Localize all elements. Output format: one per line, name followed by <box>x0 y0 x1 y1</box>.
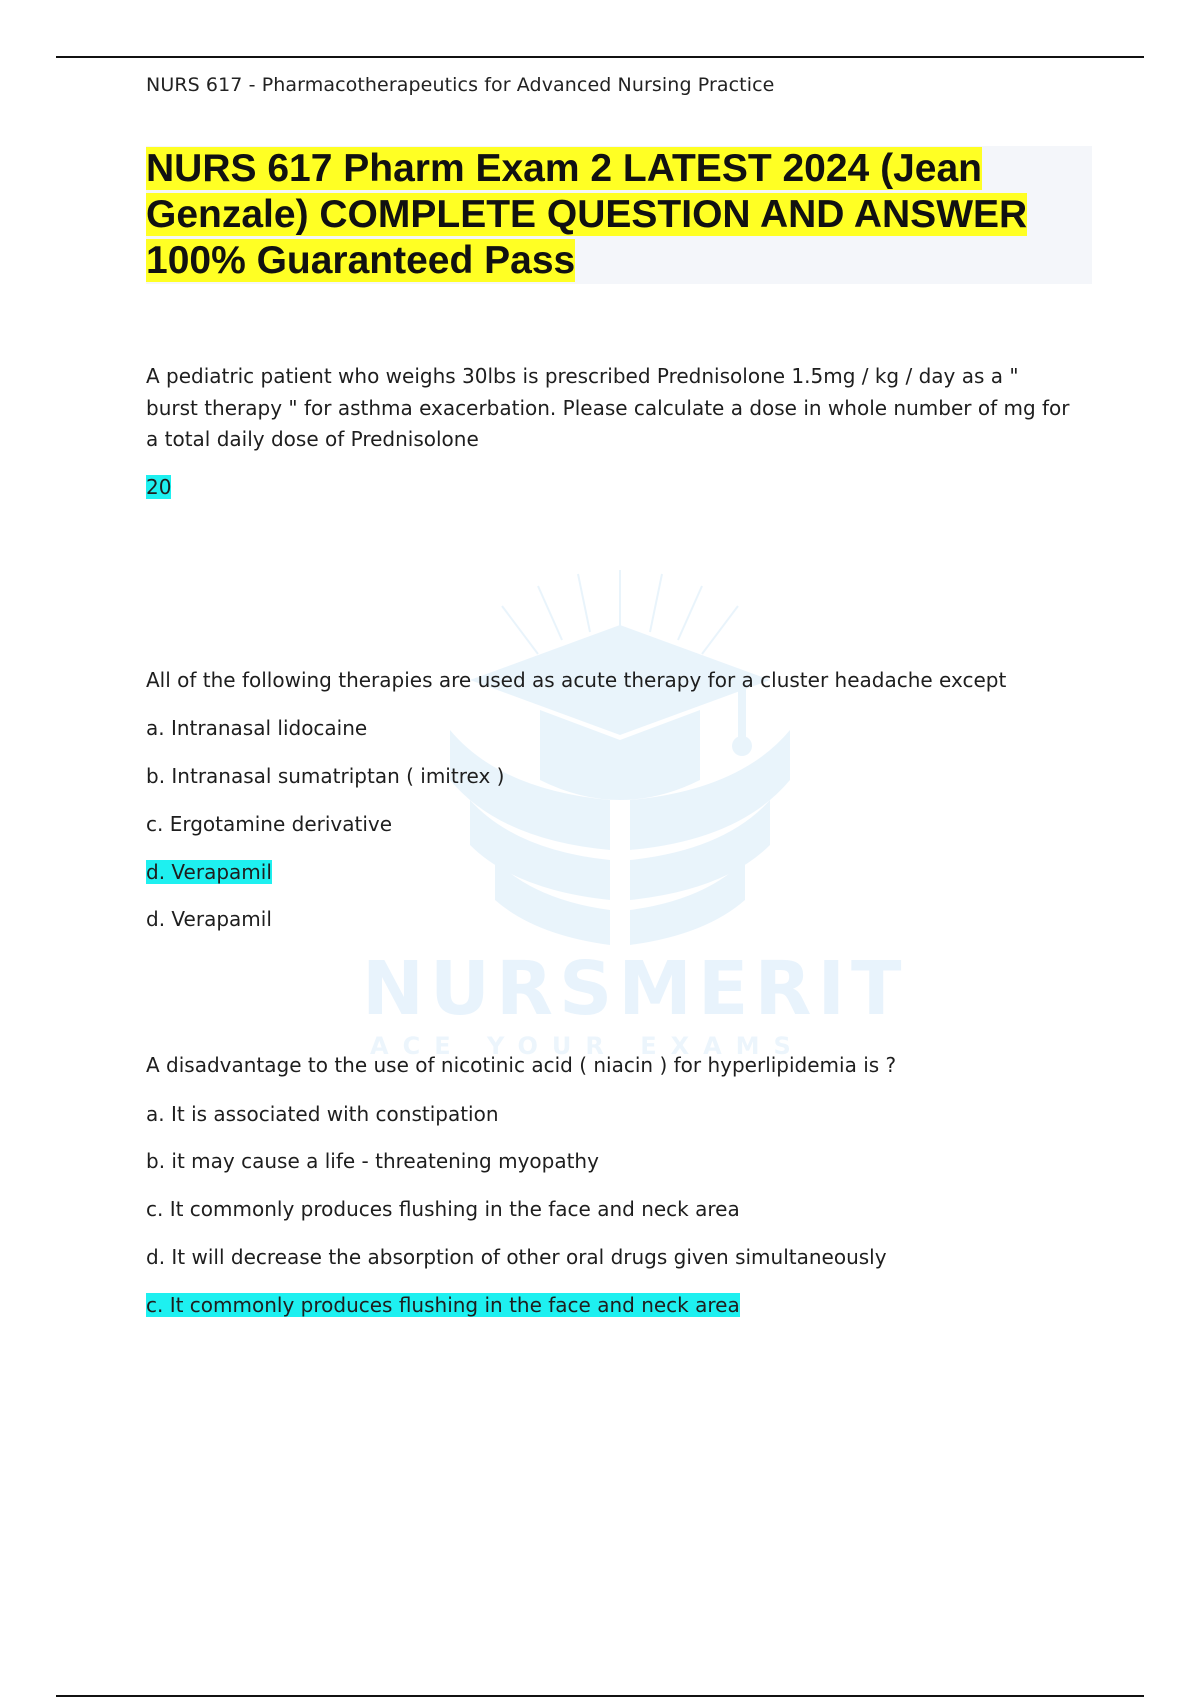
watermark-tagline: ACE YOUR EXAMS <box>370 1032 805 1060</box>
question-3-answer <box>146 1291 740 1319</box>
question-1-text: A pediatric patient who weighs 30lbs is prescribed Prednisolone 1.5mg / kg / day as a " burst therapy " for asthma exacerbation. Please calculate a dose in whole number of mg for a total daily dose of Prednisolone <box>146 364 1070 451</box>
title-line-3: 100% Guaranteed Pass <box>146 239 576 282</box>
answer-highlight: c. It commonly produces flushing in the face and neck area <box>146 1293 740 1317</box>
document-title <box>146 146 1092 284</box>
top-rule <box>56 56 1144 58</box>
question-2-option-b: b. Intranasal sumatriptan ( imitrex ) <box>146 764 505 788</box>
answer-highlight: d. Verapamil <box>146 860 272 884</box>
question-3-option-b: b. it may cause a life - threatening myopathy <box>146 1149 599 1173</box>
question-2-option-c: c. Ergotamine derivative <box>146 812 393 836</box>
bottom-rule <box>56 1695 1144 1697</box>
title-line-1: NURS 617 Pharm Exam 2 LATEST 2024 (Jean <box>146 147 982 190</box>
title-line-2: Genzale) COMPLETE QUESTION AND ANSWER <box>146 193 1028 236</box>
question-2-text: All of the following therapies are used as acute therapy for a cluster headache except <box>146 668 1007 692</box>
question-2-option-d: d. Verapamil <box>146 907 272 931</box>
question-3-text: A disadvantage to the use of nicotinic acid ( niacin ) for hyperlipidemia is ? <box>146 1053 897 1077</box>
question-3-option-d: d. It will decrease the absorption of other oral drugs given simultaneously <box>146 1245 887 1269</box>
question-2-answer <box>146 858 272 886</box>
question-2-option-a: a. Intranasal lidocaine <box>146 716 368 740</box>
question-1-answer <box>146 473 171 501</box>
question-3-option-a: a. It is associated with constipation <box>146 1102 499 1126</box>
question-3-option-c: c. It commonly produces flushing in the face and neck area <box>146 1197 740 1221</box>
answer-highlight: 20 <box>146 475 172 499</box>
watermark-brand: NURSMERIT <box>362 946 908 1032</box>
running-header: NURS 617 - Pharmacotherapeutics for Advanced Nursing Practice <box>146 74 775 96</box>
